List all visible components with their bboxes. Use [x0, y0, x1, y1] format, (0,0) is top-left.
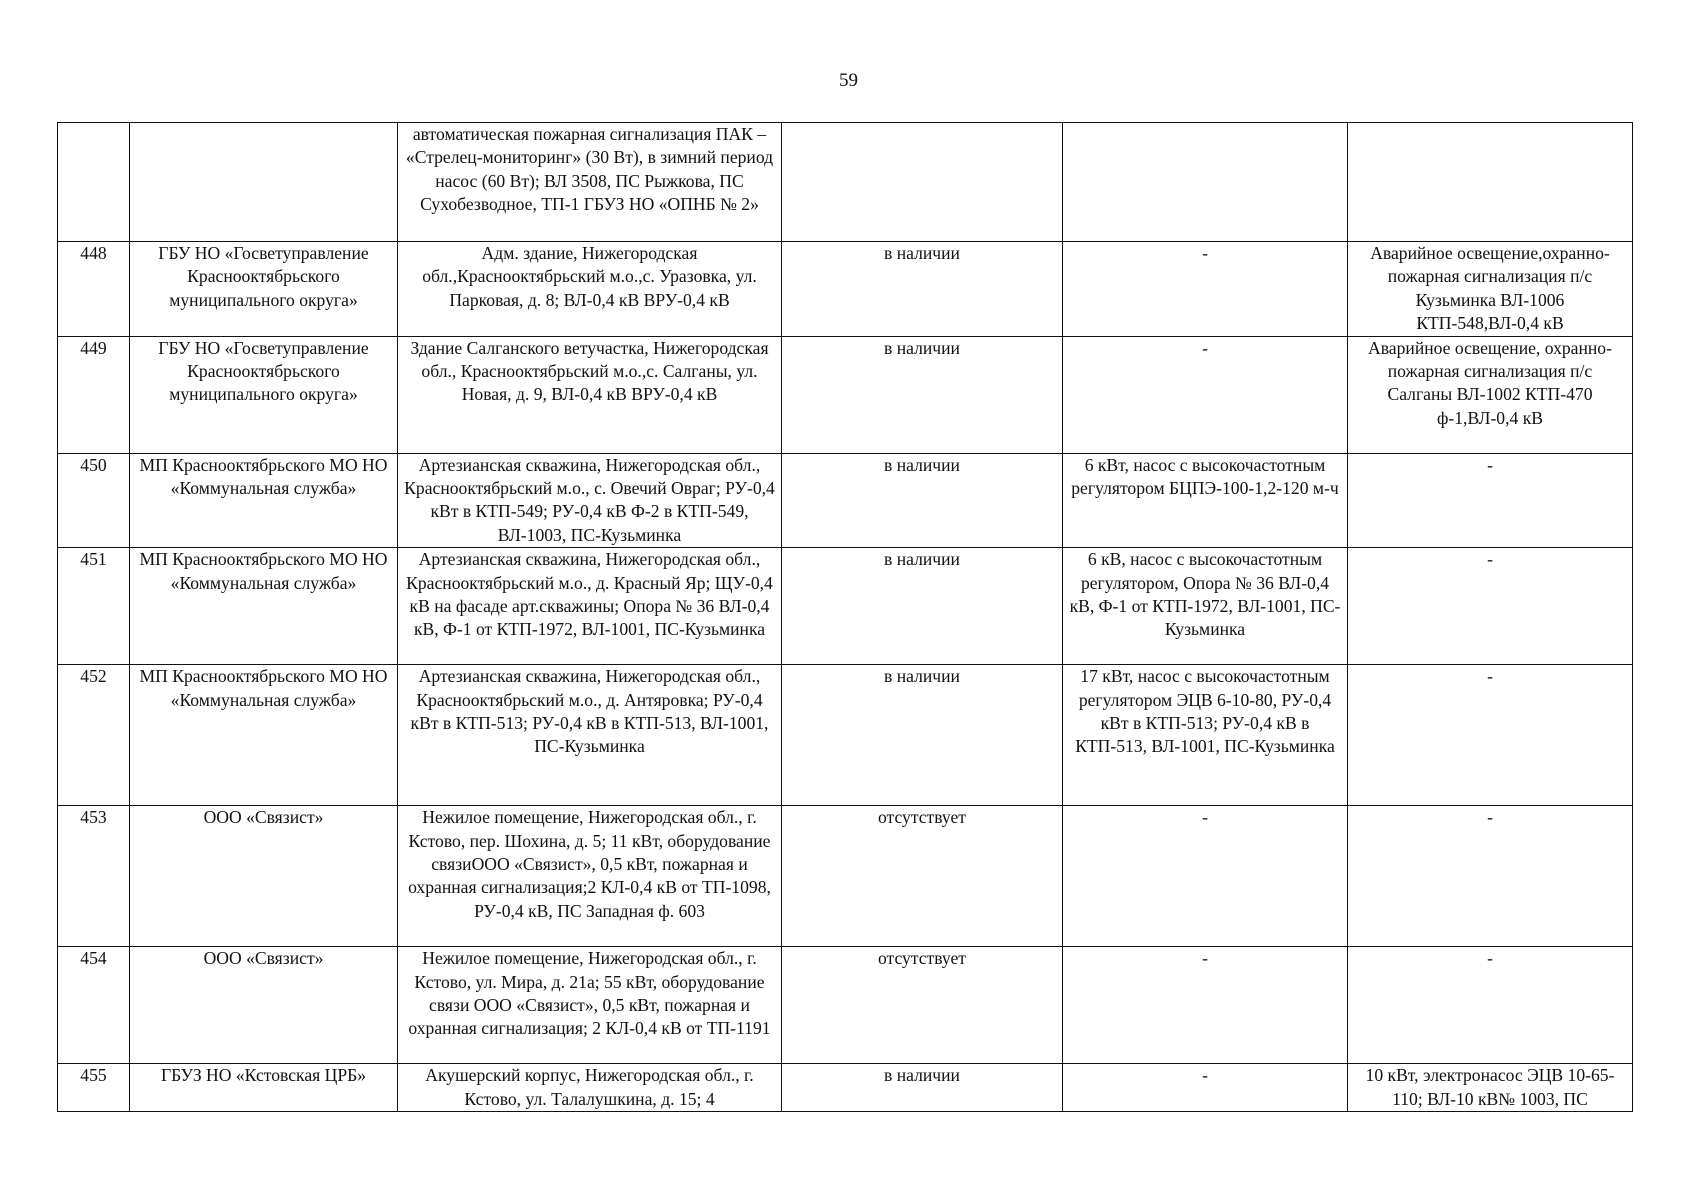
technical-cell: 17 кВт, насос с высокочастотным регулятором ЭЦВ 6-10-80, РУ-0,4 кВт в КТП-513; РУ-0,4 кВ в КТП-513, ВЛ-1001, ПС-Кузьминка — [1063, 665, 1348, 806]
technical-cell — [1063, 123, 1348, 242]
other-cell: - — [1348, 548, 1633, 665]
availability-cell: отсутствует — [782, 947, 1063, 1064]
availability-cell: в наличии — [782, 336, 1063, 453]
row-number: 448 — [58, 242, 130, 337]
object-cell: Нежилое помещение, Нижегородская обл., г. Кстово, ул. Мира, д. 21а; 55 кВт, оборудование связи ООО «Связист», 0,5 кВт, пожарная и охранная сигнализация; 2 КЛ-0,4 кВ от ТП-1191 — [398, 947, 782, 1064]
technical-cell: - — [1063, 947, 1348, 1064]
object-cell: Артезианская скважина, Нижегородская обл., Краснооктябрьский м.о., д. Красный Яр; ЩУ-0,4 кВ на фасаде арт.скважины; Опора № 36 ВЛ-0,4 кВ, Ф-1 от КТП-1972, ВЛ-1001, ПС-Кузьминка — [398, 548, 782, 665]
technical-cell: - — [1063, 242, 1348, 337]
page-number: 59 — [839, 70, 858, 91]
table-row — [58, 665, 1633, 806]
technical-cell: - — [1063, 806, 1348, 947]
organization-cell: ООО «Связист» — [130, 947, 398, 1064]
object-cell: Артезианская скважина, Нижегородская обл., Краснооктябрьский м.о., с. Овечий Овраг; РУ-0,4 кВт в КТП-549; РУ-0,4 кВ Ф-2 в КТП-549, ВЛ-1003, ПС-Кузьминка — [398, 453, 782, 548]
other-cell: - — [1348, 806, 1633, 947]
row-number: 453 — [58, 806, 130, 947]
other-cell: 10 кВт, электронасос ЭЦВ 10-65-110; ВЛ-10 кВ№ 1003, ПС — [1348, 1064, 1633, 1112]
organization-cell: ГБУЗ НО «Кстовская ЦРБ» — [130, 1064, 398, 1112]
row-number: 451 — [58, 548, 130, 665]
availability-cell: в наличии — [782, 242, 1063, 337]
organization-cell: ООО «Связист» — [130, 806, 398, 947]
availability-cell: в наличии — [782, 548, 1063, 665]
object-cell: Артезианская скважина, Нижегородская обл., Краснооктябрьский м.о., д. Антяровка; РУ-0,4 кВт в КТП-513; РУ-0,4 кВ в КТП-513, ВЛ-1001, ПС-Кузьминка — [398, 665, 782, 806]
other-cell: - — [1348, 665, 1633, 806]
availability-cell: в наличии — [782, 453, 1063, 548]
availability-cell — [782, 123, 1063, 242]
row-number: 449 — [58, 336, 130, 453]
table-row — [58, 242, 1633, 337]
organization-cell — [130, 123, 398, 242]
table-row — [58, 453, 1633, 548]
table-row — [58, 1064, 1633, 1112]
availability-cell: в наличии — [782, 1064, 1063, 1112]
technical-cell: 6 кВ, насос с высокочастотным регулятором, Опора № 36 ВЛ-0,4 кВ, Ф-1 от КТП-1972, ВЛ-1001, ПС-Кузьминка — [1063, 548, 1348, 665]
row-number: 454 — [58, 947, 130, 1064]
other-cell: Аварийное освещение,охранно-пожарная сигнализация п/с Кузьминка ВЛ-1006 КТП-548,ВЛ-0,4 кВ — [1348, 242, 1633, 337]
other-cell — [1348, 123, 1633, 242]
table-row — [58, 947, 1633, 1064]
technical-cell: - — [1063, 1064, 1348, 1112]
availability-cell: в наличии — [782, 665, 1063, 806]
row-number: 450 — [58, 453, 130, 548]
technical-cell: 6 кВт, насос с высокочастотным регулятором БЦПЭ-100-1,2-120 м-ч — [1063, 453, 1348, 548]
table-row — [58, 336, 1633, 453]
organization-cell: ГБУ НО «Госветуправление Краснооктябрьского муниципального округа» — [130, 242, 398, 337]
object-cell: Адм. здание, Нижегородская обл.,Краснооктябрьский м.о.,с. Уразовка, ул. Парковая, д. 8; ВЛ-0,4 кВ ВРУ-0,4 кВ — [398, 242, 782, 337]
table-row — [58, 123, 1633, 242]
row-number — [58, 123, 130, 242]
organization-cell: ГБУ НО «Госветуправление Краснооктябрьского муниципального округа» — [130, 336, 398, 453]
table-row — [58, 548, 1633, 665]
other-cell: - — [1348, 947, 1633, 1064]
organization-cell: МП Краснооктябрьского МО НО «Коммунальная служба» — [130, 548, 398, 665]
availability-cell: отсутствует — [782, 806, 1063, 947]
other-cell: - — [1348, 453, 1633, 548]
document-table — [57, 122, 1633, 1112]
organization-cell: МП Краснооктябрьского МО НО «Коммунальная служба» — [130, 665, 398, 806]
technical-cell: - — [1063, 336, 1348, 453]
object-cell: Нежилое помещение, Нижегородская обл., г. Кстово, пер. Шохина, д. 5; 11 кВт, оборудование связиООО «Связист», 0,5 кВт, пожарная и охранная сигнализация;2 КЛ-0,4 кВ от ТП-1098, РУ-0,4 кВ, ПС Западная ф. 603 — [398, 806, 782, 947]
object-cell: автоматическая пожарная сигнализация ПАК – «Стрелец-мониторинг» (30 Вт), в зимний период насос (60 Вт); ВЛ 3508, ПС Рыжкова, ПС Сухобезводное, ТП-1 ГБУЗ НО «ОПНБ № 2» — [398, 123, 782, 242]
table-row — [58, 806, 1633, 947]
object-cell: Акушерский корпус, Нижегородская обл., г. Кстово, ул. Талалушкина, д. 15; 4 — [398, 1064, 782, 1112]
row-number: 452 — [58, 665, 130, 806]
other-cell: Аварийное освещение, охранно-пожарная сигнализация п/с Салганы ВЛ-1002 КТП-470 ф-1,ВЛ-0,4 кВ — [1348, 336, 1633, 453]
object-cell: Здание Салганского ветучастка, Нижегородская обл., Краснооктябрьский м.о.,с. Салганы, ул. Новая, д. 9, ВЛ-0,4 кВ ВРУ-0,4 кВ — [398, 336, 782, 453]
row-number: 455 — [58, 1064, 130, 1112]
organization-cell: МП Краснооктябрьского МО НО «Коммунальная служба» — [130, 453, 398, 548]
